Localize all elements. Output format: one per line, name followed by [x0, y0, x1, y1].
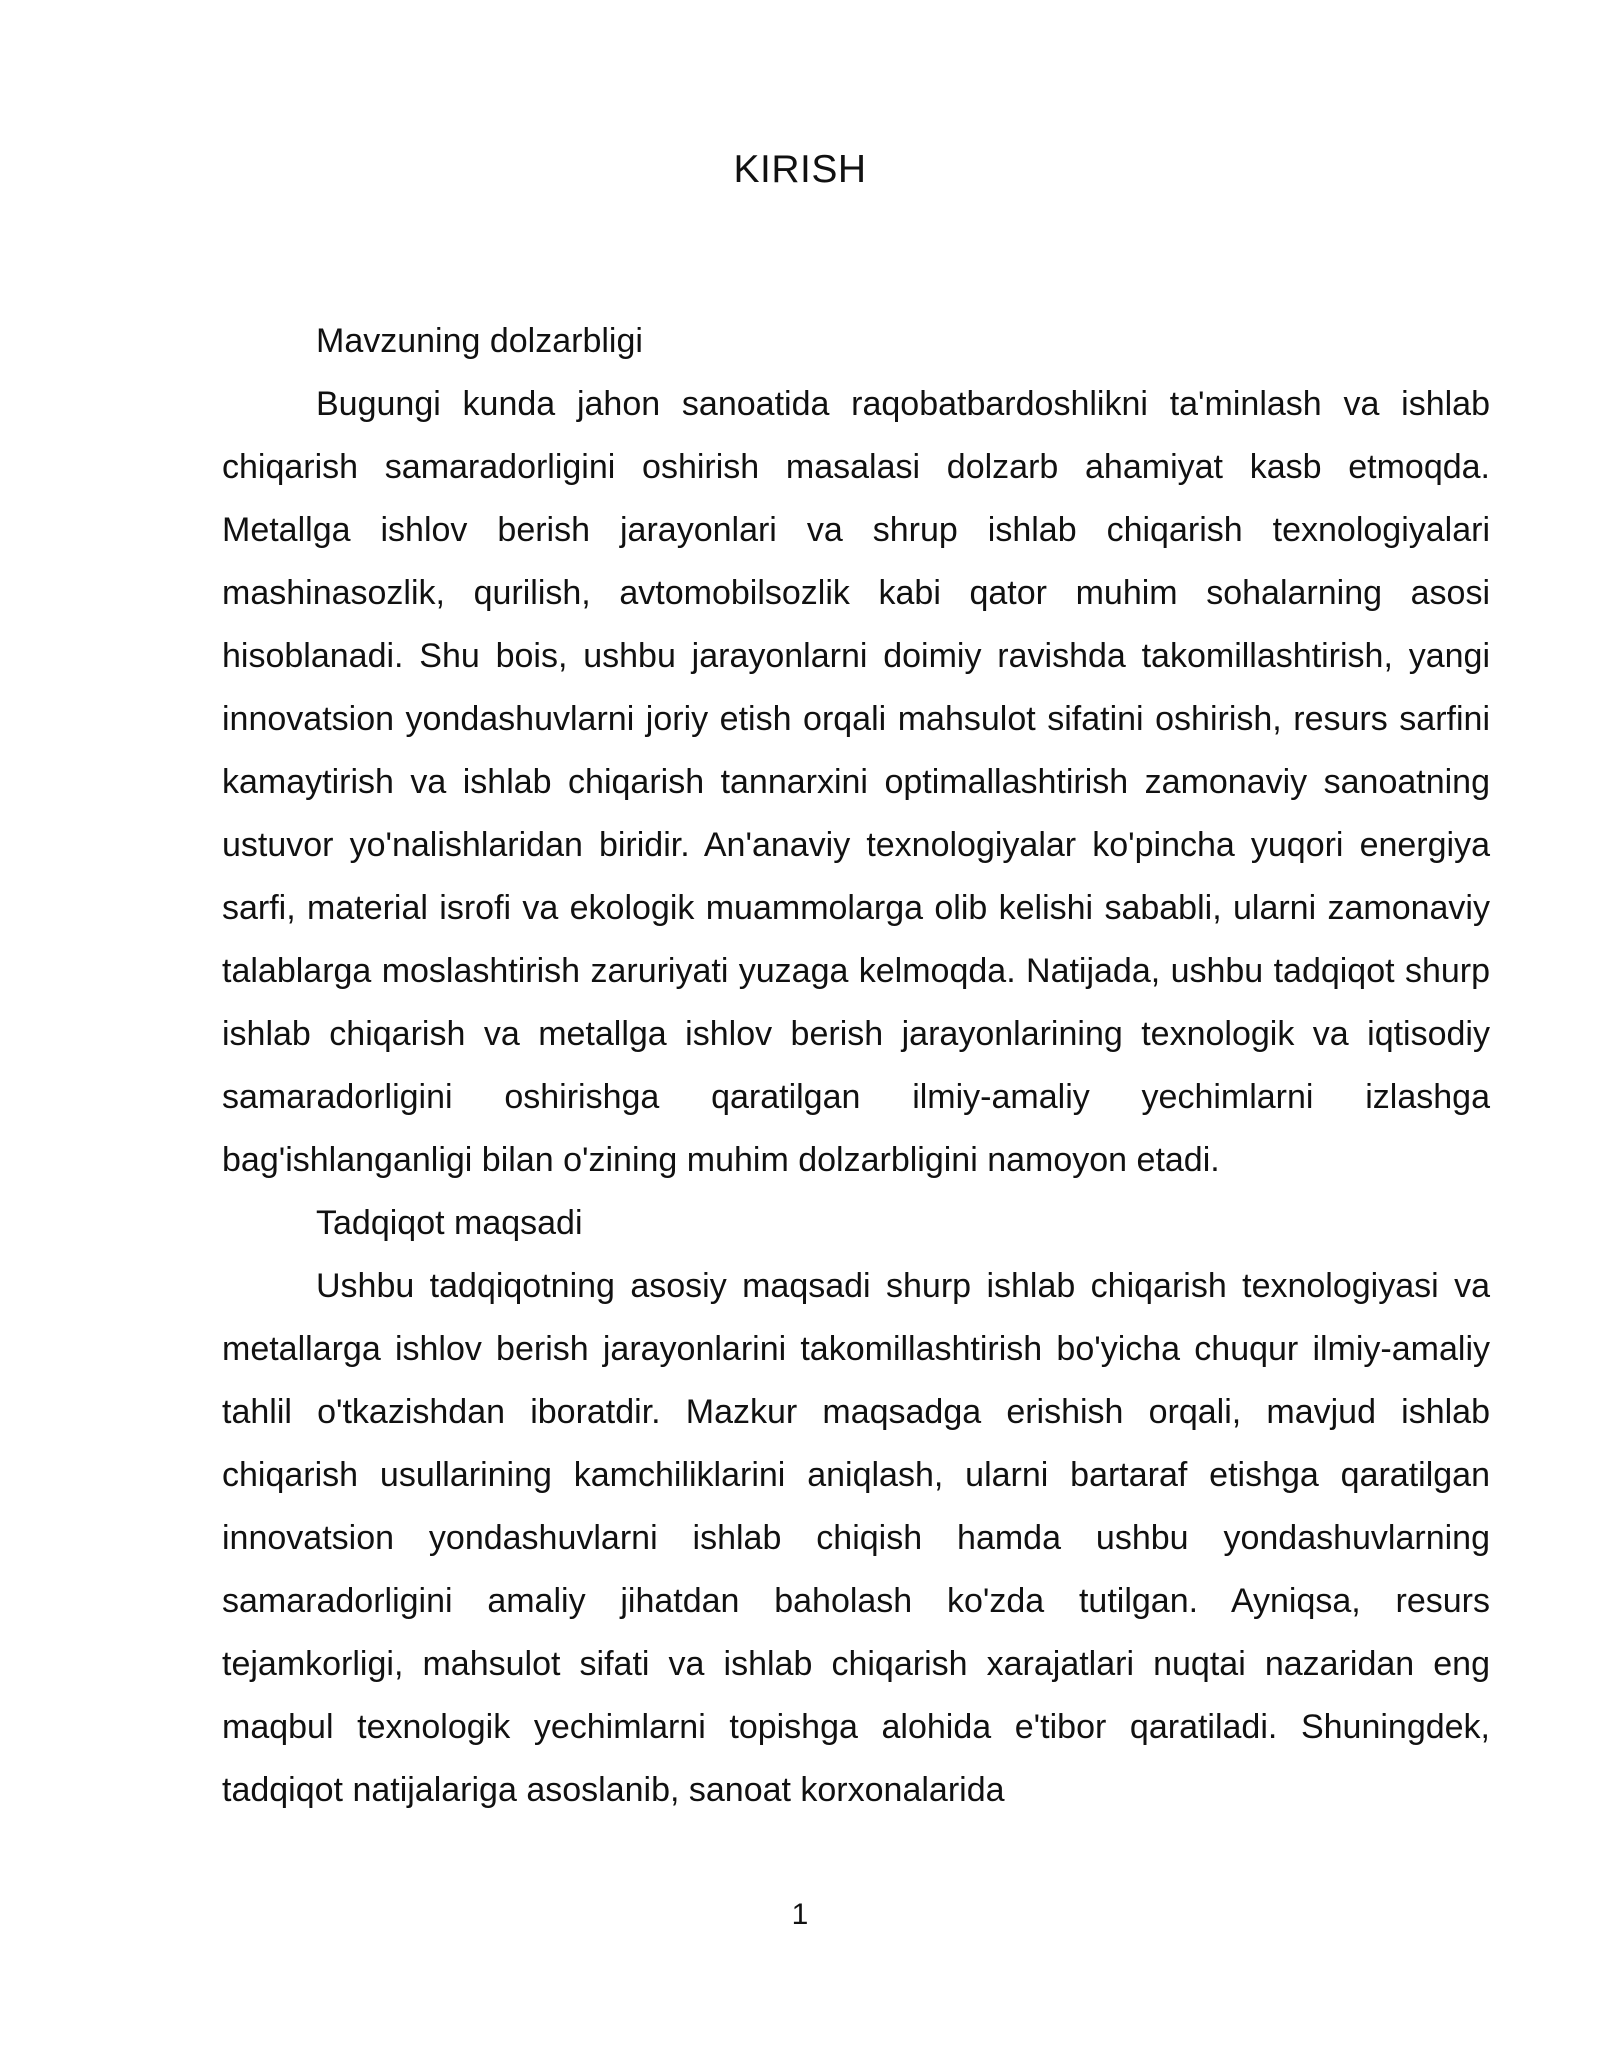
section-heading-relevance: Mavzuning dolzarbligi	[316, 322, 643, 360]
section-paragraph-relevance: Bugungi kunda jahon sanoatida raqobatbardoshlikni ta'minlash va ishlab chiqarish samaradorligini oshirish masalasi dolzarb ahamiyat kasb etmoqda. Metallga ishlov berish jarayonlari va shrup ishlab chiqarish texnologiyalari mashinasozlik, qurilish, avtomobilsozlik kabi qator muhim sohalarning asosi hisoblanadi. Shu bois, ushbu jarayonlarni doimiy ravishda takomillashtirish, yangi innovatsion yondashuvlarni joriy etish orqali mahsulot sifatini oshirish, resurs sarfini kamaytirish va ishlab chiqarish tannarxini optimallashtirish zamonaviy sanoatning ustuvor yo'nalishlaridan biridir. An'anaviy texnologiyalar ko'pincha yuqori energiya sarfi, material isrofi va ekologik muammolarga olib kelishi sababli, ularni zamonaviy talablarga moslashtirish zaruriyati yuzaga kelmoqda. Natijada, ushbu tadqiqot shurp ishlab chiqarish va metallga ishlov berish jarayonlarining texnologik va iqtisodiy samaradorligini oshirishga qaratilgan ilmiy-amaliy yechimlarni izlashga bag'ishlanganligi bilan o'zining muhim dolzarbligini namoyon etadi.	[222, 385, 1490, 1179]
document-body	[222, 310, 1490, 1822]
section-heading-goal: Tadqiqot maqsadi	[316, 1204, 583, 1242]
page-number: 1	[791, 1898, 809, 1931]
page-title: KIRISH	[733, 148, 867, 191]
section-paragraph-goal: Ushbu tadqiqotning asosiy maqsadi shurp ishlab chiqarish texnologiyasi va metallarga ishlov berish jarayonlarini takomillashtirish bo'yicha chuqur ilmiy-amaliy tahlil o'tkazishdan iboratdir. Mazkur maqsadga erishish orqali, mavjud ishlab chiqarish usullarining kamchiliklarini aniqlash, ularni bartaraf etishga qaratilgan innovatsion yondashuvlarni ishlab chiqish hamda ushbu yondashuvlarning samaradorligini amaliy jihatdan baholash ko'zda tutilgan. Ayniqsa, resurs tejamkorligi, mahsulot sifati va ishlab chiqarish xarajatlari nuqtai nazaridan eng maqbul texnologik yechimlarni topishga alohida e'tibor qaratiladi. Shuningdek, tadqiqot natijalariga asoslanib, sanoat korxonalarida	[222, 1267, 1490, 1809]
